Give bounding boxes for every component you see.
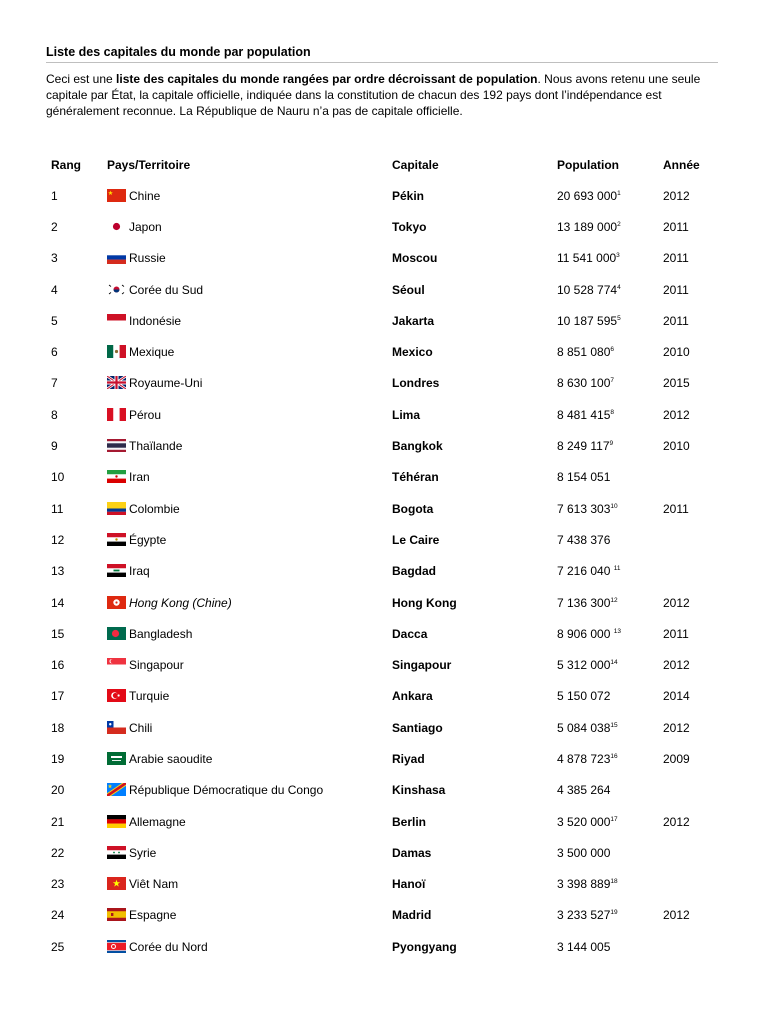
intro-text-2: . Nous avons retenu une seule capitale par État, la capitale officielle, indiquée dans la constitution de chacun des 192 pays dont l’indépendance est généralement reconnue. La République de Nauru n’a pas de capitale officielle. [46,72,701,118]
capital-cell[interactable]: Tokyo [392,219,427,234]
footnote-ref[interactable]: 8 [610,408,615,416]
population-cell [557,618,663,649]
turkey-flag-icon [107,689,126,702]
country-cell [107,775,392,806]
country-name[interactable]: Pérou [129,407,162,422]
population-cell [557,775,663,806]
population-value: 3 233 527 [557,908,611,923]
country-name[interactable]: Espagne [129,908,177,923]
year-cell [663,869,723,900]
footnote-ref[interactable]: 16 [610,752,618,760]
rank-cell: 19 [51,751,65,766]
population-value: 8 851 080 [557,345,611,360]
rank-cell: 23 [51,877,65,892]
rank-cell: 22 [51,845,65,860]
population-value: 7 613 303 [557,501,611,516]
population-value: 8 481 415 [557,407,611,422]
country-name[interactable]: Thaïlande [129,439,183,454]
footnote-ref[interactable]: 15 [610,721,618,729]
country-name[interactable]: Singapour [129,658,184,673]
rank-cell: 21 [51,814,65,829]
year-cell: 2012 [663,407,690,422]
year-cell: 2011 [663,251,689,266]
table-row [46,743,723,774]
north-korea-flag-icon [107,940,126,953]
population-value: 10 528 774 [557,282,618,297]
country-name[interactable]: Arabie saoudite [129,751,213,766]
table-row [46,336,723,367]
population-cell [557,462,663,493]
country-name[interactable]: Syrie [129,845,157,860]
header-capital: Capitale [392,158,439,172]
rank-cell: 5 [51,313,58,328]
country-name[interactable]: Iraq [129,564,150,579]
country-name[interactable]: Corée du Nord [129,939,208,954]
population-value: 8 154 051 [557,470,611,485]
year-cell: 2012 [663,908,690,923]
rank-cell: 1 [51,188,58,203]
population-cell [557,712,663,743]
russia-flag-icon [107,251,126,264]
country-name[interactable]: République Démocratique du Congo [129,783,324,798]
capital-cell[interactable]: Pékin [392,188,425,203]
singapore-flag-icon [107,658,126,671]
south-korea-flag-icon [107,283,126,296]
year-cell: 2011 [663,313,689,328]
japan-flag-icon [107,220,126,233]
vietnam-flag-icon [107,877,126,890]
country-cell [107,900,392,931]
rank-cell: 16 [51,658,65,673]
rank-cell: 10 [51,470,65,485]
population-cell [557,869,663,900]
document [46,44,718,119]
capital-cell[interactable]: Jakarta [392,313,435,328]
table-row [46,399,723,430]
country-cell [107,462,392,493]
population-value: 5 084 038 [557,720,611,735]
table-row [46,211,723,242]
rank-cell: 25 [51,939,65,954]
country-cell [107,743,392,774]
rank-cell: 11 [51,501,64,516]
country-cell [107,211,392,242]
rank-cell: 4 [51,282,58,297]
table-row [46,775,723,806]
footnote-ref[interactable]: 19 [610,909,618,917]
population-value: 3 520 000 [557,814,611,829]
country-name[interactable]: Russie [129,251,166,266]
country-name[interactable]: Hong Kong (Chine) [129,595,232,610]
table-row [46,618,723,649]
year-cell: 2011 [663,626,689,641]
country-cell [107,931,392,962]
capital-cell[interactable]: Santiago [392,720,443,735]
country-name[interactable]: Mexique [129,345,175,360]
iran-flag-icon [107,470,126,483]
country-cell [107,336,392,367]
egypt-flag-icon [107,533,126,546]
country-cell [107,180,392,211]
china-flag-icon [107,189,126,202]
table-row [46,368,723,399]
capital-cell[interactable]: Séoul [392,282,425,297]
header-rank: Rang [51,158,81,172]
capital-cell[interactable]: Madrid [392,908,432,923]
rank-cell: 17 [51,689,65,704]
table-row [46,900,723,931]
population-value: 8 249 117 [557,439,610,454]
population-value: 8 906 000 [557,626,614,641]
footnote-ref[interactable]: 14 [610,659,618,667]
table-row [46,524,723,555]
footnote-ref[interactable]: 2 [617,220,621,228]
year-cell [663,775,723,806]
year-cell: 2012 [663,188,690,203]
population-value: 5 150 072 [557,689,611,704]
population-value: 4 385 264 [557,783,611,798]
year-cell: 2015 [663,376,690,391]
country-cell [107,399,392,430]
country-cell [107,493,392,524]
country-cell [107,587,392,618]
population-cell [557,743,663,774]
capital-cell[interactable]: Damas [392,845,432,860]
country-name[interactable]: Viêt Nam [129,877,179,892]
country-cell [107,618,392,649]
year-cell: 2012 [663,595,690,610]
iraq-flag-icon [107,564,126,577]
country-cell [107,243,392,274]
footnote-ref[interactable]: 6 [610,346,615,354]
year-cell: 2012 [663,658,690,673]
footnote-ref[interactable]: 4 [617,283,621,291]
capital-cell[interactable]: Moscou [392,251,438,266]
table-row [46,274,723,305]
capital-cell[interactable]: Riyad [392,751,425,766]
year-cell: 2011 [663,282,689,297]
intro-text-1: Ceci est une [46,72,117,86]
intro-paragraph [46,71,718,119]
country-cell [107,837,392,868]
colombia-flag-icon [107,502,126,515]
rank-cell: 18 [51,720,65,735]
population-cell [557,243,663,274]
year-cell: 2012 [663,720,690,735]
year-cell: 2012 [663,814,690,829]
population-cell [557,524,663,555]
table-row [46,869,723,900]
capital-cell[interactable]: Londres [392,376,440,391]
year-cell: 2010 [663,345,690,360]
germany-flag-icon [107,815,126,828]
capital-cell[interactable]: Singapour [392,658,452,673]
year-cell: 2014 [663,689,690,704]
population-cell [557,274,663,305]
rank-cell: 3 [51,251,58,266]
country-cell [107,869,392,900]
year-cell: 2011 [663,219,689,234]
population-value: 20 693 000 [557,188,618,203]
header-population: Population [557,158,619,172]
population-cell [557,336,663,367]
population-value: 10 187 595 [557,313,618,328]
population-cell [557,649,663,680]
country-cell [107,368,392,399]
population-cell [557,931,663,962]
intro-bold-text: liste des capitales du monde rangées par ordre décroissant de population [116,72,538,86]
bangladesh-flag-icon [107,627,126,640]
rank-cell: 8 [51,407,58,422]
population-value: 7 438 376 [557,532,611,547]
country-name[interactable]: Chine [129,188,161,203]
capital-cell[interactable]: Ankara [392,689,433,704]
capital-cell[interactable]: Bagdad [392,564,437,579]
capital-cell[interactable]: Hanoï [392,877,426,892]
population-value: 13 189 000 [557,219,618,234]
population-cell [557,587,663,618]
country-name[interactable]: Japon [129,219,162,234]
mexico-flag-icon [107,345,126,358]
country-cell [107,806,392,837]
country-name[interactable]: Royaume-Uni [129,376,203,391]
table-row [46,712,723,743]
population-cell [557,837,663,868]
country-cell [107,556,392,587]
capital-cell[interactable]: Bogota [392,501,434,516]
syria-flag-icon [107,846,126,859]
population-cell [557,305,663,336]
thailand-flag-icon [107,439,126,452]
indonesia-flag-icon [107,314,126,327]
footnote-ref[interactable]: 17 [610,815,618,823]
rank-cell: 6 [51,345,58,360]
header-year: Année [663,158,700,172]
country-name[interactable]: Turquie [129,689,170,704]
dr-congo-flag-icon [107,783,126,796]
rank-cell: 12 [51,532,65,547]
rank-cell: 7 [51,376,58,391]
capital-cell[interactable]: Lima [392,407,421,422]
country-cell [107,681,392,712]
table-row [46,462,723,493]
population-cell [557,211,663,242]
capital-cell[interactable]: Berlin [392,814,427,829]
uk-flag-icon [107,376,126,389]
capital-cell[interactable]: Hong Kong [392,595,457,610]
rank-cell: 24 [51,908,65,923]
country-cell [107,430,392,461]
population-value: 3 144 005 [557,939,611,954]
capital-cell[interactable]: Kinshasa [392,783,446,798]
population-cell [557,430,663,461]
table-row [46,556,723,587]
population-cell [557,493,663,524]
year-cell [663,556,723,587]
footnote-ref[interactable]: 1 [617,189,621,197]
year-cell [663,931,723,962]
table-row [46,430,723,461]
table-row [46,587,723,618]
population-value: 11 541 000 [557,251,617,266]
population-cell [557,368,663,399]
year-cell [663,524,723,555]
population-value: 7 136 300 [557,595,611,610]
population-cell [557,180,663,211]
rank-cell: 13 [51,564,65,579]
rank-cell: 2 [51,219,58,234]
country-name[interactable]: Indonésie [129,313,182,328]
country-cell [107,649,392,680]
rank-cell: 15 [51,626,65,641]
table-row [46,493,723,524]
population-value: 3 398 889 [557,877,611,892]
header-country: Pays/Territoire [107,158,191,172]
population-value: 7 216 040 [557,564,614,579]
footnote-ref[interactable]: 18 [610,878,618,886]
rank-cell: 14 [51,595,65,610]
rank-cell: 20 [51,783,65,798]
population-value: 8 630 100 [557,376,611,391]
saudi-arabia-flag-icon [107,752,126,765]
chile-flag-icon [107,721,126,734]
table-row [46,243,723,274]
country-cell [107,274,392,305]
year-cell [663,462,723,493]
population-value: 5 312 000 [557,658,611,673]
country-name[interactable]: Colombie [129,501,180,516]
footnote-ref[interactable]: 12 [610,596,618,604]
population-cell [557,556,663,587]
capital-cell[interactable]: Le Caire [392,532,440,547]
footnote-ref[interactable]: 3 [616,252,620,260]
capital-cell[interactable]: Bangkok [392,439,443,454]
table-row [46,681,723,712]
capitals-table [46,150,723,962]
footnote-ref[interactable]: 11 [613,565,621,573]
country-name[interactable]: Égypte [129,532,167,547]
country-cell [107,524,392,555]
table-row [46,305,723,336]
capital-cell[interactable]: Téhéran [392,470,439,485]
year-cell: 2011 [663,501,689,516]
table-row [46,180,723,211]
population-cell [557,681,663,712]
population-value: 4 878 723 [557,751,611,766]
population-cell [557,900,663,931]
capital-cell[interactable]: Mexico [392,345,433,360]
table-row [46,931,723,962]
spain-flag-icon [107,908,126,921]
population-cell [557,399,663,430]
country-cell [107,305,392,336]
country-name[interactable]: Chili [129,720,153,735]
rank-cell: 9 [51,439,58,454]
footnote-ref[interactable]: 5 [617,314,621,322]
footnote-ref[interactable]: 7 [610,377,615,385]
year-cell [663,837,723,868]
population-value: 3 500 000 [557,845,611,860]
page-title: Liste des capitales du monde par population [46,44,718,63]
footnote-ref[interactable]: 9 [609,440,614,448]
capital-cell[interactable]: Dacca [392,626,428,641]
country-name[interactable]: Corée du Sud [129,282,204,297]
peru-flag-icon [107,408,126,421]
year-cell: 2010 [663,439,690,454]
table-header-row [46,150,723,180]
year-cell: 2009 [663,751,690,766]
table-row [46,837,723,868]
country-cell [107,712,392,743]
table-row [46,649,723,680]
population-cell [557,806,663,837]
country-name[interactable]: Iran [129,470,150,485]
country-name[interactable]: Allemagne [129,814,186,829]
country-name[interactable]: Bangladesh [129,626,193,641]
footnote-ref[interactable]: 10 [610,502,618,510]
table-row [46,806,723,837]
capital-cell[interactable]: Pyongyang [392,939,457,954]
footnote-ref[interactable]: 13 [613,627,621,635]
hong-kong-flag-icon [107,596,126,609]
